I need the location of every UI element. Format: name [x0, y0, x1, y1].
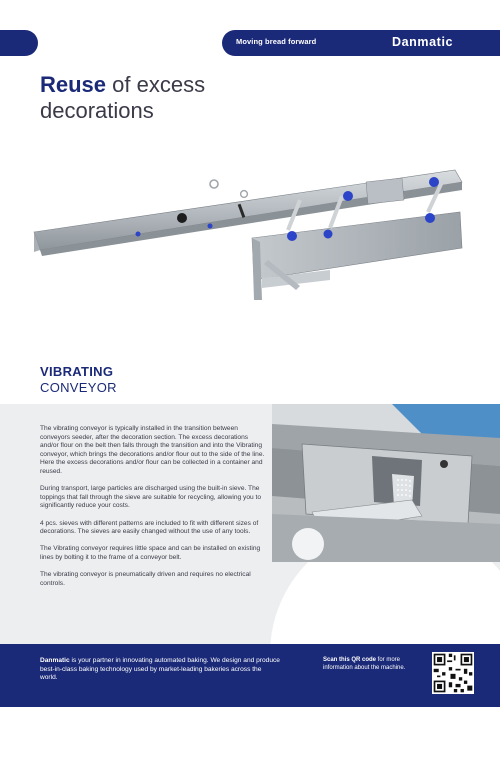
paragraph-2: During transport, large particles are discharged using the built-in sieve. The toppings that fall through the sieve are suitable for recycling, allowing you to significantly reduce your costs.	[40, 485, 262, 510]
vibrating-conveyor-image	[30, 160, 470, 310]
qr-caption-rest: for more information about the machine.	[323, 657, 406, 671]
description-text	[40, 425, 265, 597]
footer-about	[40, 657, 280, 683]
headline-line1: of excess	[106, 72, 206, 97]
footer	[0, 644, 500, 707]
paragraph-4: The Vibrating conveyor requires little space and can be installed on existing lines by bolting it to the frame of a conveyor belt.	[40, 545, 261, 561]
section-title-light: CONVEYOR	[40, 380, 117, 395]
qr-code[interactable]	[432, 652, 474, 694]
footer-brand: Danmatic	[40, 657, 70, 664]
headline-accent: Reuse	[40, 72, 107, 97]
header-left-accent	[0, 30, 38, 56]
headline-line2: decorations	[40, 98, 154, 123]
page-headline	[40, 72, 205, 124]
qr-caption	[323, 657, 428, 672]
footer-description: is your partner in innovating automated baking. We design and produce best-in-class baking technology used by market-leading bakeries across the world.	[40, 657, 280, 682]
header-tagline: Moving bread forward	[236, 37, 317, 46]
section-title	[40, 364, 117, 395]
paragraph-5: The vibrating conveyor is pneumatically driven and requires no electrical controls.	[40, 571, 251, 587]
paragraph-1: The vibrating conveyor is typically installed in the transition between conveyors seeder, after the decoration section. The excess decorations and/or flour on the belt then falls through the transition and into the Vibrating conveyor, which brings the decorations and/or flour out to the side of the line. Here the excess decorations and/or flour can be collected in a container and reused.	[40, 425, 265, 475]
qr-caption-bold: Scan this QR code	[323, 657, 377, 663]
section-title-bold: VIBRATING	[40, 364, 114, 379]
header-bar	[0, 30, 500, 56]
paragraph-3: 4 pcs. sieves with different patterns are included to fit with different sizes of decorations. The sieves are easily changed without the use of any tools.	[40, 519, 259, 536]
danmatic-logo: Danmatic	[392, 35, 454, 49]
installation-photo	[272, 404, 500, 562]
